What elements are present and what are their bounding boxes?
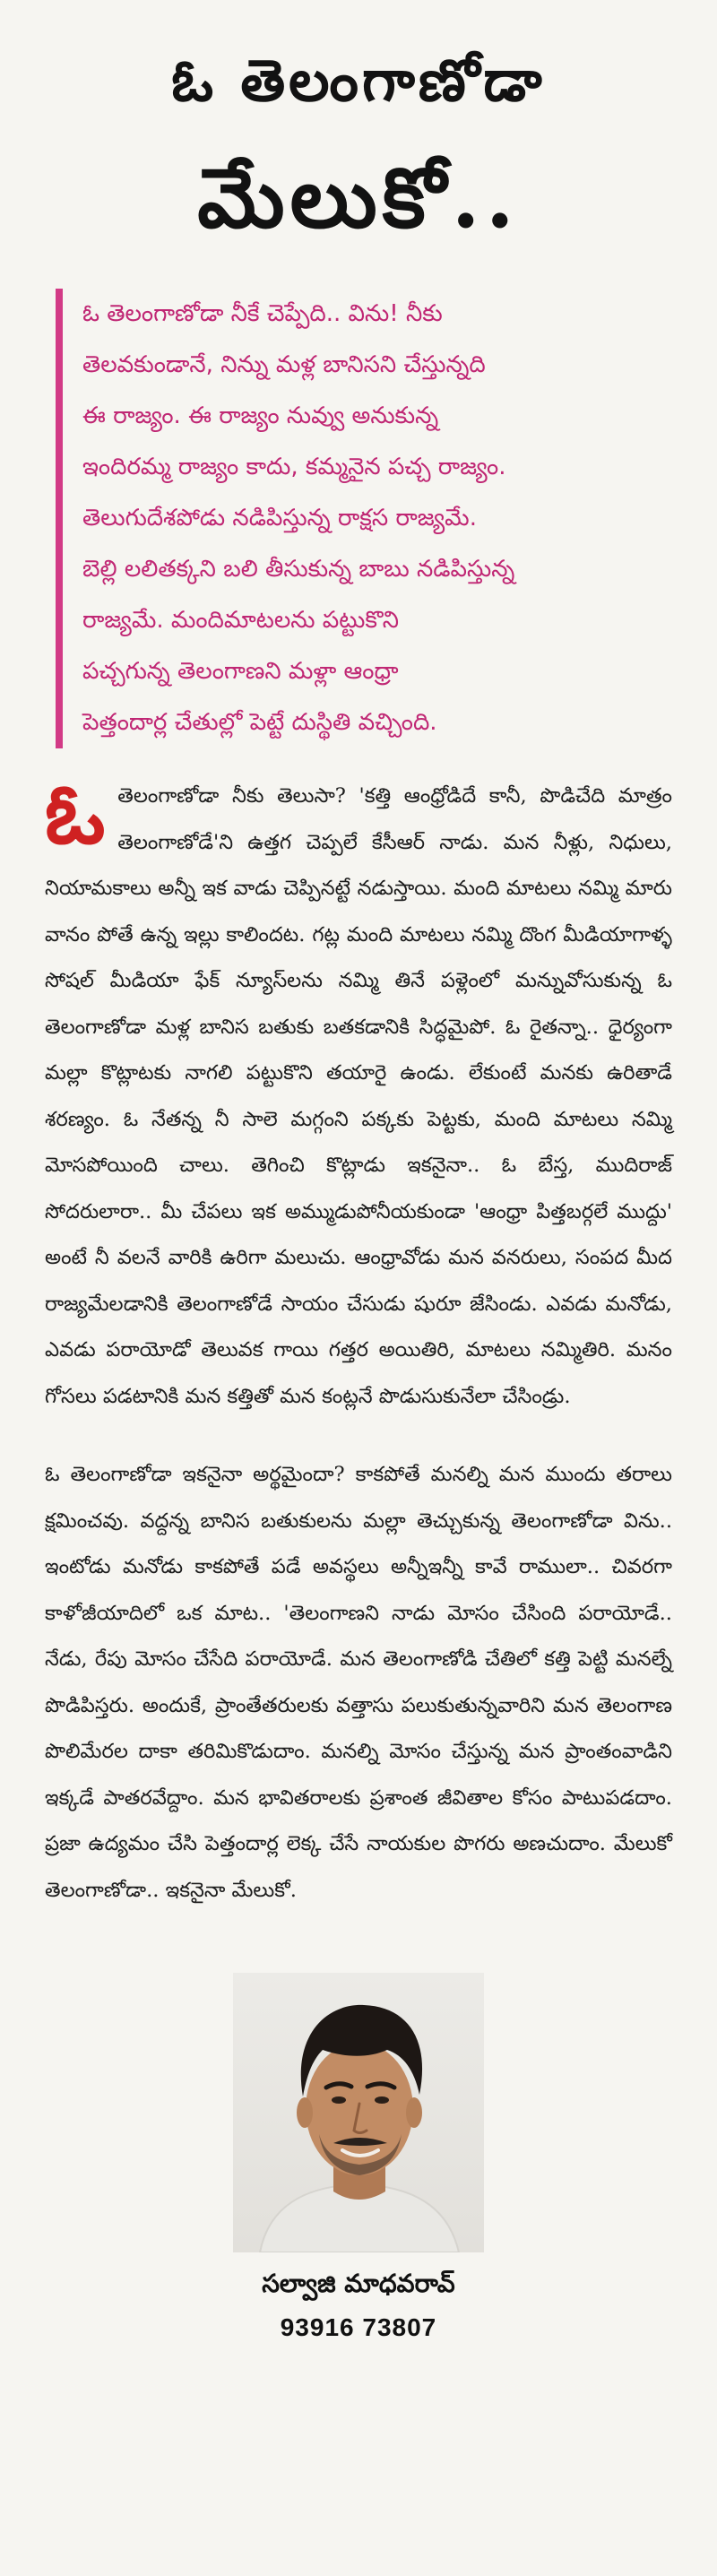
article-paragraph-2: ఓ తెలంగాణోడా ఇకనైనా అర్థమైందా? కాకపోతే మనల్ని మన ముందు తరాలు క్షమించవు. వద్దన్న బానిస బతుకులను మల్లా తెచ్చుకున్న తెలంగాణోడా విను.. ఇంటోడు మనోడు కాకపోతే పడే అవస్థలు అన్నీఇన్నీ కావే రాములా.. చివరగా కాళోజీయాదిలో ఒక మాట.. 'తెలంగాణని నాడు మోసం చేసింది పరాయోడే.. నేడు, రేపు మోసం చేసేది పరాయోడే. మన తెలంగాణోడి చేతిలో కత్తి పెట్టి మనల్నే పొడిపిస్తరు. అందుకే, ప్రాంతేతరులకు వత్తాసు పలుకుతున్నవారిని మన తెలంగాణ పొలిమేరల దాకా తరిమికొడుదాం. మనల్ని మోసం చేస్తున్న మన ప్రాంతంవాడిని ఇక్కడే పాతరవేద్దాం. మన భావితరాలకు ప్రశాంత జీవితాల కోసం పాటుపడదాం. ప్రజా ఉద్యమం చేసి పెత్తందార్ల లెక్క చేసే నాయకుల పొగరు అణచుదాం. మేలుకో తెలంగాణోడా.. ఇకనైనా మేలుకో. (45, 1463, 672, 1902)
headline-line-2: మేలుకో.. (197, 150, 520, 246)
pull-quote-line: పచ్చగున్న తెలంగాణని మళ్లా ఆంధ్రా (82, 658, 399, 685)
article-paragraph-1 (45, 766, 672, 1420)
pull-quote-line: ఇందిరమ్మ రాజ్యం కాదు, కమ్మనైన పచ్చ రాజ్యం. (82, 454, 506, 480)
drop-cap: ఓ (45, 766, 106, 862)
paragraph-1-text: తెలంగాణోడా నీకు తెలుసా? 'కత్తి ఆంధ్రోడిదే కానీ, పొడిచేది మాత్రం తెలంగాణోడే'ని ఉత్తగ చెప్పలే కేసీఆర్ నాడు. మన నీళ్లు, నిధులు, నియామకాలు అన్నీ ఇక వాడు చెప్పినట్టే నడుస్తాయి. మంది మాటలు నమ్మి మారు వానం పోతే ఉన్న ఇల్లు కాలిందట. గట్ల మంది మాటలు నమ్మి దొంగ మీడియాగాళ్ళ సోషల్ మీడియా ఫేక్ న్యూస్‌లను నమ్మి తినే పళ్లెంలో మన్నువోసుకున్న ఓ తెలంగాణోడా మళ్ల బానిస బతుకు బతకడానికి సిద్ధమైపో. ఓ రైతన్నా.. ధైర్యంగా మల్లా కొట్లాటకు నాగలి పట్టుకొని తయారై ఉండు. లేకుంటే మనకు ఉరితాడే శరణ్యం. ఓ నేతన్న నీ సాలె మగ్గంని పక్కకు పెట్టకు, మంది మాటలు నమ్మి మోసపోయింది చాలు. తెగించి కొట్లాడు ఇకనైనా.. ఓ బేస్త, ముదిరాజ్ సోదరులారా.. మీ చేపలు ఇక అమ్ముడుపోనీయకుండా 'ఆంధ్రా పిత్తబర్గలే ముద్దు' అంటే నీ వలనే వారికి ఉరిగా మలుచు. ఆంధ్రావోడు మన వనరులు, సంపద మీద రాజ్యమేలడానికి తెలంగాణోడే సాయం చేసుడు షురూ జేసిండు. ఎవడు మనోడు, ఎవడు పరాయోడో తెలువక గాయి గత్తర అయితిరి, మాటలు నమ్మితిరి. మనం గోసలు పడటానికి మన కత్తితో మన కంట్లనే పొడుసుకునేలా చేసిండ్రు. (45, 784, 672, 1408)
pull-quote-line: తెలవకుండానే, నిన్ను మళ్ల బానిసని చేస్తున్నది (82, 351, 486, 378)
pull-quote-line: తెలుగుదేశపోడు నడిపిస్తున్న రాక్షస రాజ్యమే. (82, 505, 477, 532)
pull-quote-line: పెత్తందార్ల చేతుల్లో పెట్టే దుస్థితి వచ్చింది. (82, 709, 437, 736)
author-phone: 93916 73807 (280, 2313, 437, 2341)
pull-quote-line: ఈ రాజ్యం. ఈ రాజ్యం నువ్వు అనుకున్న (82, 402, 439, 429)
author-portrait-icon (233, 1973, 484, 2252)
pull-quote-line: రాజ్యమే. మందిమాటలను పట్టుకొని (82, 607, 400, 634)
headline-line-1: ఓ తెలంగాణోడా (171, 48, 546, 115)
pull-quote-line: బెల్లి లలితక్కని బలి తీసుకున్న బాబు నడిపిస్తున్న (82, 556, 515, 583)
author-photo (233, 1973, 484, 2252)
pull-quote-line: ఓ తెలంగాణోడా నీకే చెప్పేది.. విను! నీకు (82, 300, 443, 327)
headline (45, 0, 672, 265)
author-name: సల్వాజి మాధవరావ్ (262, 2269, 455, 2298)
pull-quote (56, 289, 661, 748)
article-body (45, 766, 672, 1914)
